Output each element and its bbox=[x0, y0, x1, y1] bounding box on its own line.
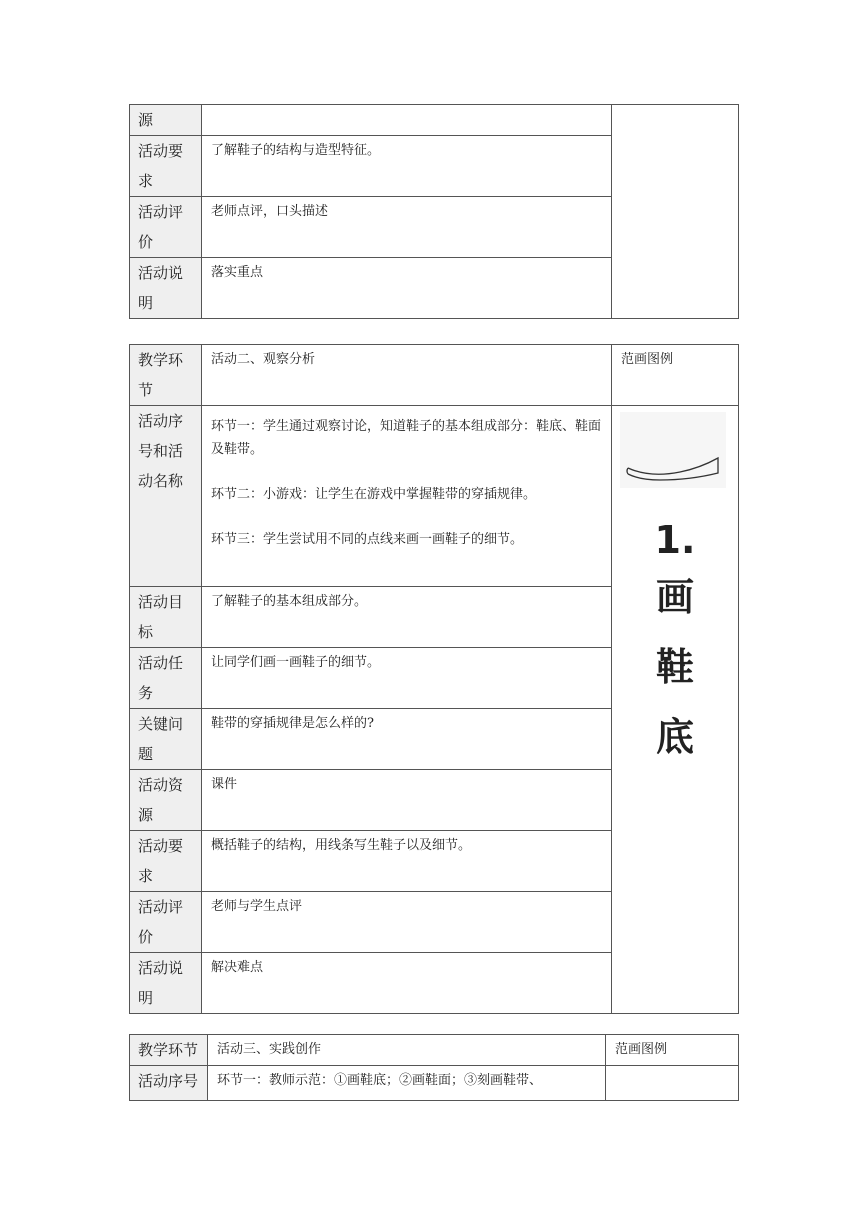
row-value: 解决难点 bbox=[202, 953, 612, 1014]
step-text: 环节一：学生通过观察讨论，知道鞋子的基本组成部分：鞋底、鞋面及鞋带。 bbox=[211, 419, 602, 457]
header-value: 活动三、实践创作 bbox=[208, 1035, 606, 1066]
row-value: 了解鞋子的基本组成部分。 bbox=[202, 587, 612, 648]
step-text: 环节二：小游戏：让学生在游戏中掌握鞋带的穿插规律。 bbox=[211, 487, 537, 502]
row-value: 让同学们画一画鞋子的细节。 bbox=[202, 648, 612, 709]
row-label: 活动任务 bbox=[130, 648, 202, 709]
row-label: 活动说明 bbox=[130, 258, 202, 319]
header-label: 教学环节 bbox=[130, 345, 202, 406]
row-value: 落实重点 bbox=[202, 258, 612, 319]
step-number: 1. bbox=[654, 518, 696, 562]
row-label: 活动资源 bbox=[130, 770, 202, 831]
illustration-cell bbox=[612, 105, 739, 319]
row-label: 活动要求 bbox=[130, 831, 202, 892]
activity-table-3 bbox=[129, 1034, 739, 1101]
shoe-sole-sketch-image bbox=[620, 412, 726, 488]
row-value: 课件 bbox=[202, 770, 612, 831]
row-label: 活动评价 bbox=[130, 892, 202, 953]
row-value: 鞋带的穿插规律是怎么样的? bbox=[202, 709, 612, 770]
row-label: 活动目标 bbox=[130, 587, 202, 648]
header-value: 活动二、观察分析 bbox=[202, 345, 612, 406]
header-label: 教学环节 bbox=[130, 1035, 208, 1066]
row-value: 环节一：教师示范：①画鞋底；②画鞋面；③刻画鞋带、 bbox=[208, 1066, 606, 1101]
row-label: 活动评价 bbox=[130, 197, 202, 258]
row-label: 活动说明 bbox=[130, 953, 202, 1014]
caption-char: 鞋 bbox=[655, 645, 694, 689]
row-label: 源 bbox=[130, 105, 202, 136]
row-value bbox=[202, 105, 612, 136]
illustration-header: 范画图例 bbox=[612, 345, 739, 406]
row-label: 活动序号和活动名称 bbox=[130, 406, 202, 587]
caption-char: 画 bbox=[655, 575, 694, 619]
caption-char: 底 bbox=[655, 715, 694, 759]
row-value: 老师与学生点评 bbox=[202, 892, 612, 953]
row-value: 老师点评，口头描述 bbox=[202, 197, 612, 258]
activity-table-2 bbox=[129, 344, 739, 1014]
row-label: 关键问题 bbox=[130, 709, 202, 770]
row-value: 了解鞋子的结构与造型特征。 bbox=[202, 136, 612, 197]
activity-table-1 bbox=[129, 104, 739, 319]
row-label: 活动序号 bbox=[130, 1066, 208, 1101]
illustration-header: 范画图例 bbox=[606, 1035, 739, 1066]
step-text: 环节三：学生尝试用不同的点线来画一画鞋子的细节。 bbox=[211, 532, 524, 547]
shoe-sole-icon bbox=[620, 412, 726, 488]
row-label: 活动要求 bbox=[130, 136, 202, 197]
steps-cell bbox=[202, 406, 612, 587]
row-value: 概括鞋子的结构，用线条写生鞋子以及细节。 bbox=[202, 831, 612, 892]
illustration-cell bbox=[606, 1066, 739, 1101]
illustration-cell bbox=[612, 406, 739, 1014]
